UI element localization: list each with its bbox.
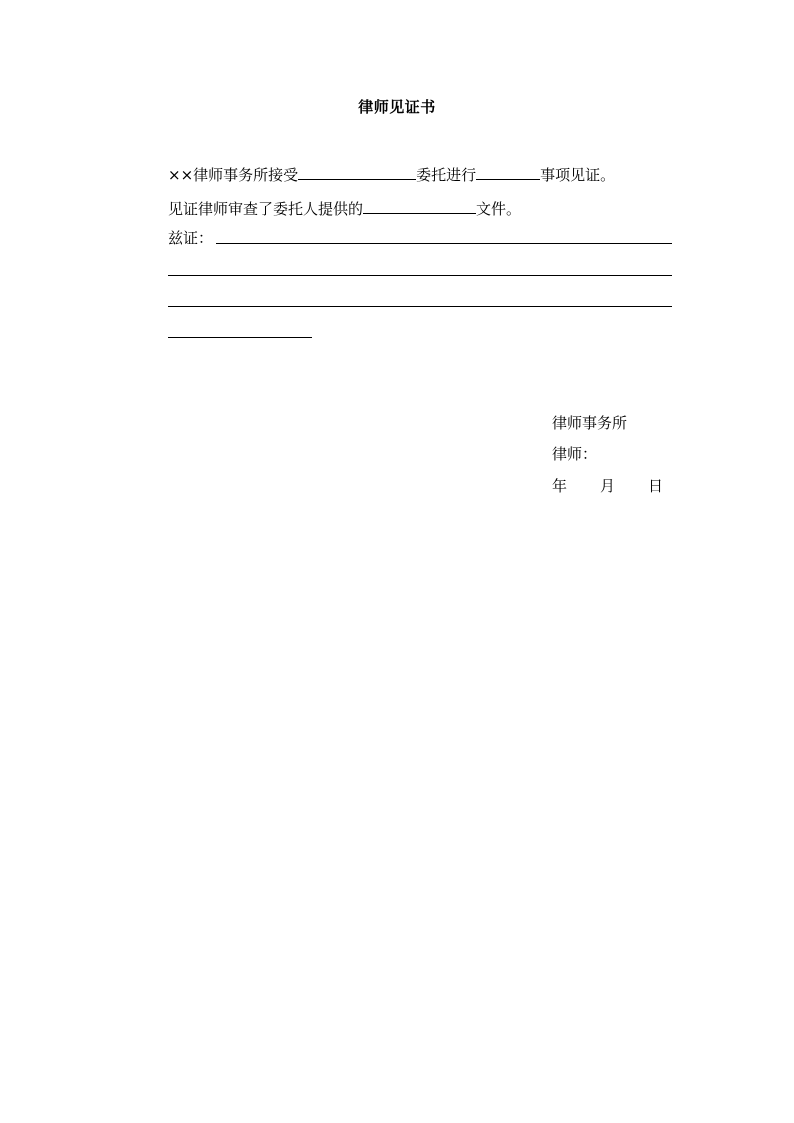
matter-blank[interactable] [476, 163, 540, 180]
review-text-part1: 见证律师审查了委托人提供的 [168, 200, 364, 218]
attestation-blank-3[interactable] [168, 306, 672, 307]
client-name-blank[interactable] [298, 163, 416, 180]
attestation-blank-4[interactable] [168, 337, 312, 338]
date-year-label: 年 [552, 477, 568, 495]
attestation-blank-1[interactable] [216, 243, 672, 244]
lawyer-label: 律师： [552, 445, 598, 463]
review-text-part2: 文件。 [476, 200, 522, 218]
date-day-label: 日 [648, 477, 664, 495]
date-month-label: 月 [600, 477, 616, 495]
documents-blank[interactable] [363, 197, 476, 214]
review-line [168, 197, 521, 219]
law-firm-label: 律师事务所 [552, 414, 628, 432]
attestation-blank-2[interactable] [168, 275, 672, 276]
acceptance-text-part2: 委托进行 [416, 166, 477, 184]
document-title: 律师见证书 [358, 98, 436, 116]
acceptance-text-part3: 事项见证。 [540, 166, 616, 184]
acceptance-line [168, 163, 615, 185]
attestation-label: 兹证： [168, 229, 214, 247]
acceptance-text-part1: ××律师事务所接受 [168, 166, 299, 184]
